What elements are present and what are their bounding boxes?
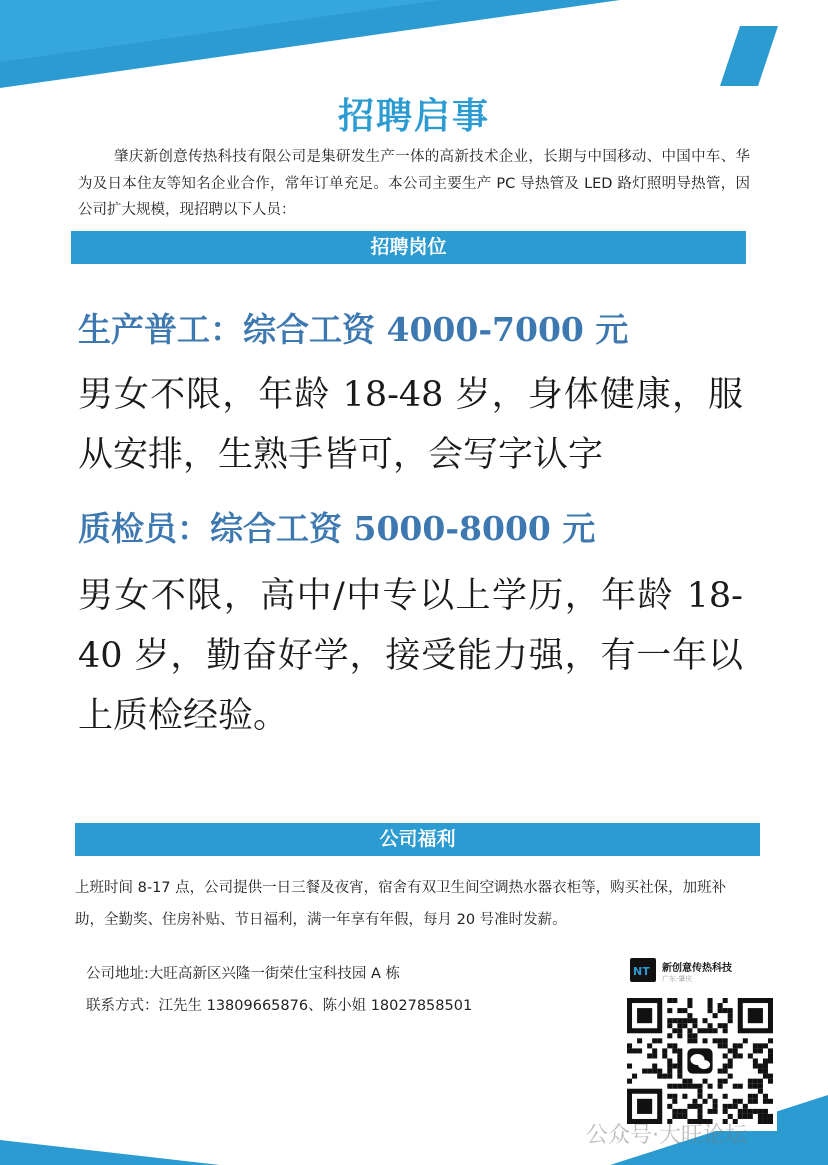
watermark: 公众号·大旺论坛 xyxy=(586,1123,747,1148)
company-logo-icon xyxy=(630,958,656,982)
job-title-quality-inspector: 质检员：综合工资 5000-8000 元 xyxy=(78,509,596,548)
wechat-icon xyxy=(685,1046,715,1076)
job-title-production-worker: 生产普工：综合工资 4000-7000 元 xyxy=(78,310,629,349)
intro-paragraph: 肇庆新创意传热科技有限公司是集研发生产一体的高新技术企业，长期与中国移动、中国中车、华为及日本住友等知名企业合作，常年订单充足。本公司主要生产 PC 导热管及 LED 路灯照明导热管，因公司扩大规模，现招聘以下人员： xyxy=(78,149,750,218)
qr-card xyxy=(617,946,777,1131)
qr-company-subtitle: 广东·肇庆 xyxy=(662,975,693,983)
job-description-production-worker: 男女不限，年龄 18-48 岁，身体健康，服从安排，生熟手皆可，会写字认字 xyxy=(78,375,743,475)
company-address: 公司地址:大旺高新区兴隆一街荣仕宝科技园 A 栋 xyxy=(86,966,401,982)
top-corner-decoration xyxy=(0,0,828,100)
section-header-benefits: 公司福利 xyxy=(75,823,760,856)
svg-text:NT: NT xyxy=(633,965,650,978)
benefits-paragraph: 上班时间 8-17 点，公司提供一日三餐及夜宵，宿舍有双卫生间空调热水器衣柜等，购买社保，加班补助，全勤奖、住房补贴、节日福利，满一年享有年假，每月 20 号准时发薪。 xyxy=(75,880,727,928)
contact-phone: 联系方式：江先生 13809665876、陈小姐 18027858501 xyxy=(86,998,473,1014)
qr-company-name: 新创意传热科技 xyxy=(662,963,732,974)
page-title: 招聘启事 xyxy=(337,95,490,137)
qr-code[interactable] xyxy=(627,998,773,1124)
job-description-quality-inspector: 男女不限，高中/中专以上学历，年龄 18-40 岁，勤奋好学，接受能力强，有一年以上质检经验。 xyxy=(78,576,743,736)
section-header-positions: 招聘岗位 xyxy=(71,231,746,264)
